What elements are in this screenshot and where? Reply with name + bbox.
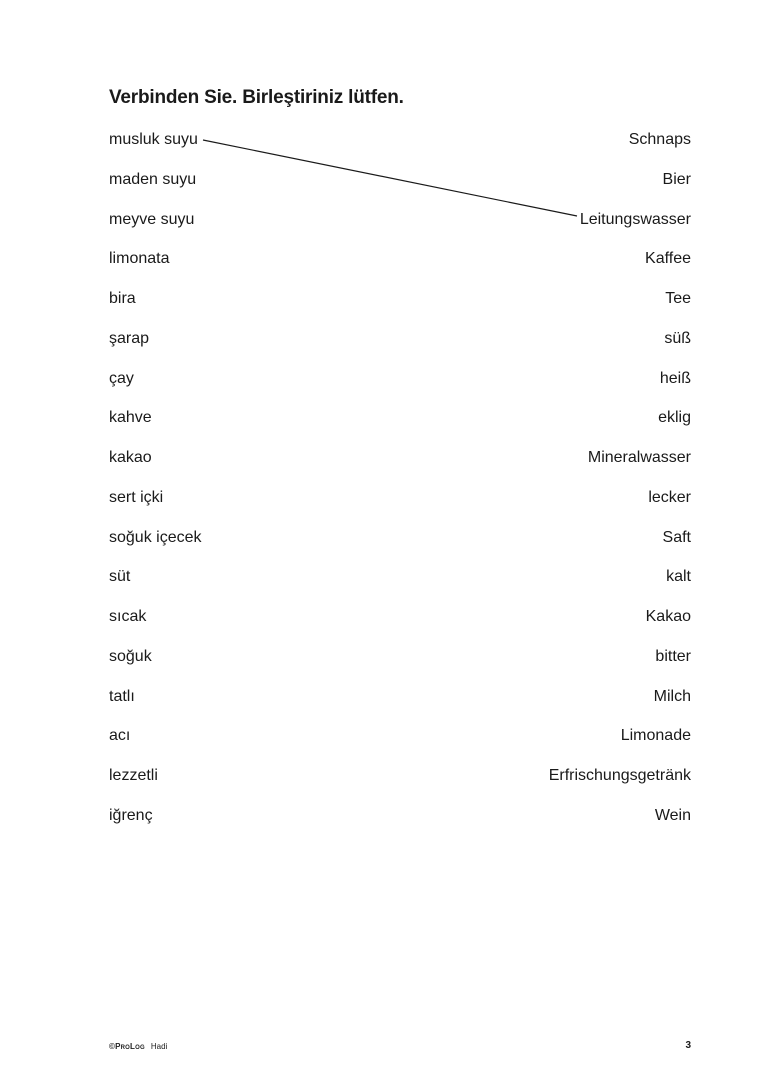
list-item: eklig — [658, 409, 691, 427]
list-item: süß — [664, 329, 691, 347]
list-item: soğuk — [109, 647, 152, 665]
list-item: süt — [109, 568, 131, 586]
list-item: bira — [109, 290, 136, 307]
list-item: Milch — [653, 687, 691, 705]
german-word-list — [549, 128, 691, 844]
list-item: Limonade — [620, 727, 691, 745]
list-item: acı — [109, 727, 131, 745]
list-item: lezzetli — [109, 767, 158, 784]
list-item: şarap — [109, 329, 150, 347]
list-item: tatlı — [109, 687, 135, 705]
list-item: Tee — [665, 290, 691, 307]
list-item: Schnaps — [628, 131, 691, 148]
list-item: Mineralwasser — [587, 449, 691, 466]
list-item: çay — [109, 369, 134, 387]
list-item: sıcak — [109, 608, 147, 625]
list-item: limonata — [109, 250, 170, 268]
page-number: 3 — [685, 1040, 691, 1051]
list-item: iğrenç — [109, 806, 153, 824]
list-item: Kaffee — [645, 250, 691, 268]
list-item: meyve suyu — [109, 210, 195, 228]
list-item: Kakao — [645, 608, 691, 625]
turkish-word-list — [109, 128, 202, 844]
list-item: Erfrischungsgetränk — [548, 767, 691, 784]
list-item: musluk suyu — [109, 131, 198, 148]
list-item: heiß — [659, 369, 691, 387]
list-item: Wein — [654, 806, 691, 824]
list-item: Saft — [662, 528, 691, 546]
list-item: sert içki — [109, 488, 164, 506]
footer-credit — [109, 1042, 167, 1051]
list-item: Bier — [662, 170, 691, 188]
list-item: maden suyu — [109, 170, 197, 188]
exercise-title: Verbinden Sie. Birleştiriniz lütfen. — [109, 87, 404, 108]
list-item: kalt — [666, 568, 691, 586]
list-item: kahve — [109, 409, 152, 427]
example-connection-line — [203, 140, 577, 216]
list-item: soğuk içecek — [109, 528, 202, 546]
list-item: kakao — [109, 449, 152, 466]
author-name: Hadi — [150, 1042, 168, 1051]
publisher-brand: ©ProLog — [109, 1042, 145, 1051]
list-item: Leitungswasser — [579, 210, 691, 228]
list-item: lecker — [648, 488, 691, 506]
list-item: bitter — [655, 647, 691, 665]
